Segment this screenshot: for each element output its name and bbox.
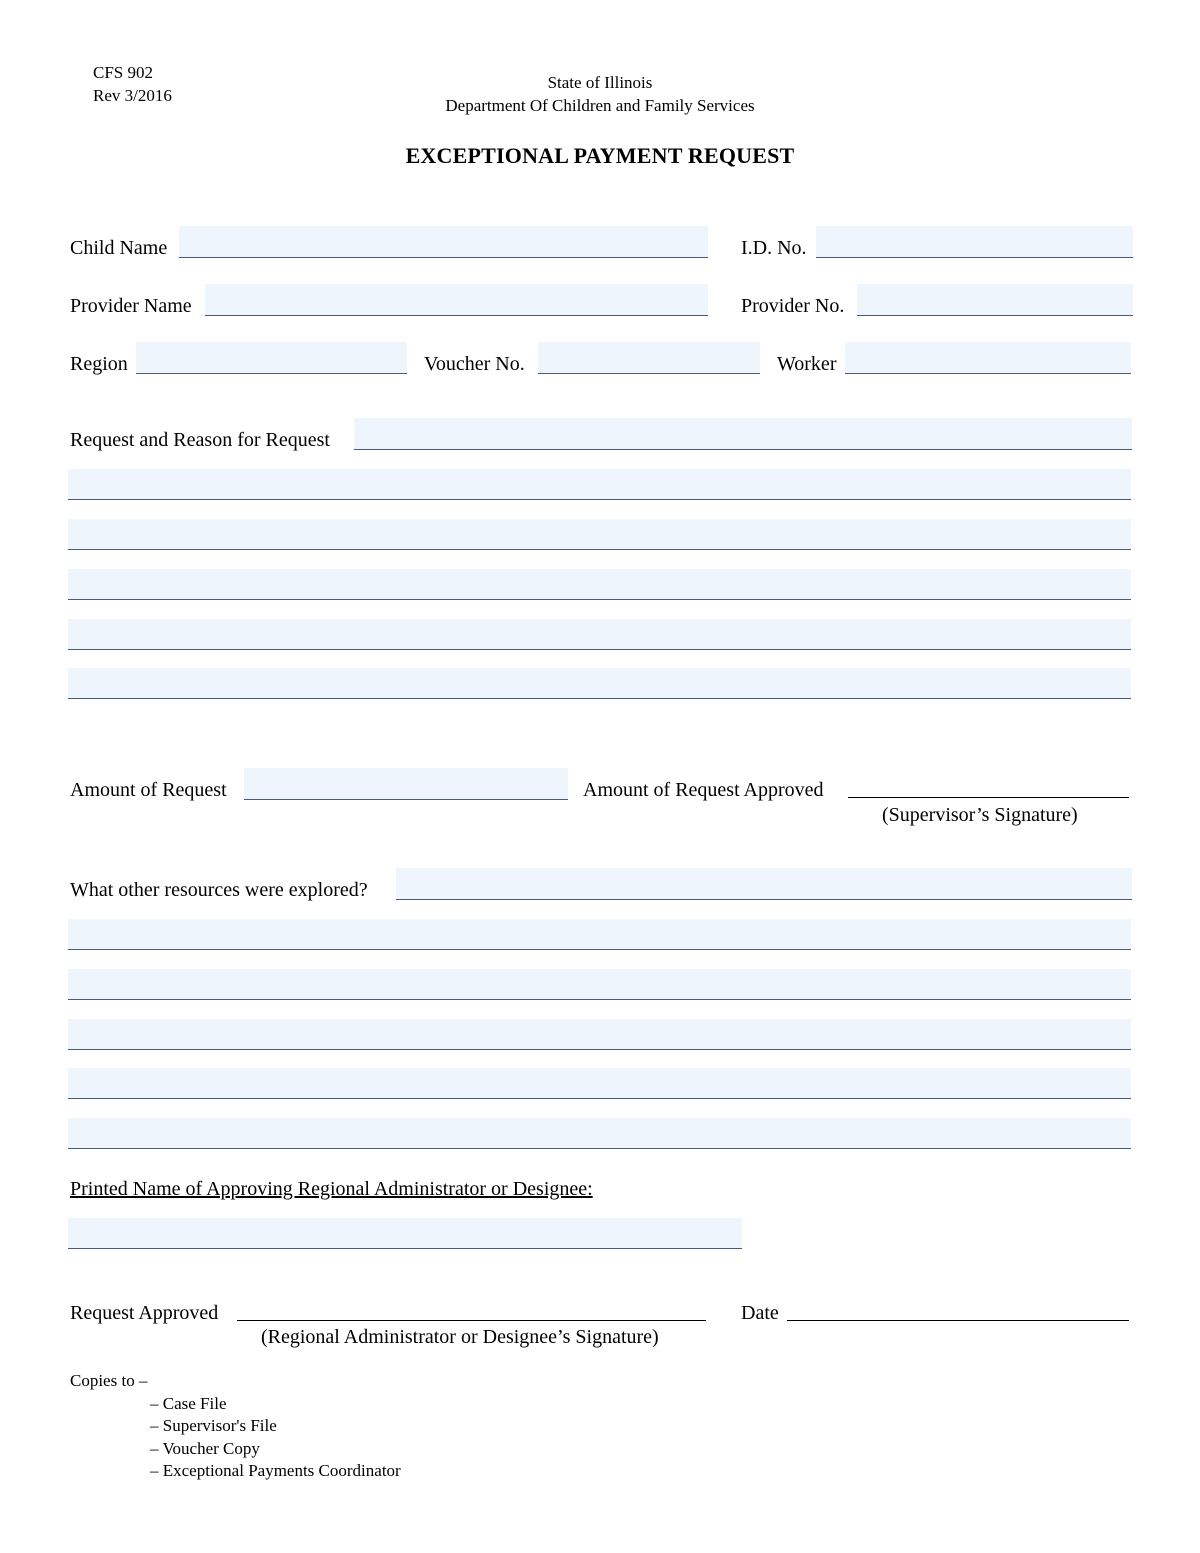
approver-printed-name-label: Printed Name of Approving Regional Administrator or Designee: xyxy=(70,1178,593,1200)
request-reason-line[interactable] xyxy=(68,519,1131,550)
id-no-label: I.D. No. xyxy=(741,237,807,259)
resources-line[interactable] xyxy=(68,1019,1131,1050)
amount-of-request-label: Amount of Request xyxy=(70,779,227,801)
provider-no-field[interactable] xyxy=(857,284,1133,316)
provider-name-field[interactable] xyxy=(205,284,708,316)
department-name: Department Of Children and Family Services xyxy=(445,96,755,115)
provider-no-label: Provider No. xyxy=(741,295,845,317)
request-reason-line[interactable] xyxy=(68,619,1131,650)
form-number: CFS 902 xyxy=(93,63,153,82)
request-reason-line[interactable] xyxy=(354,418,1132,450)
state-name: State of Illinois xyxy=(547,73,653,92)
amount-approved-label: Amount of Request Approved xyxy=(583,779,824,801)
supervisor-signature-caption: (Supervisor’s Signature) xyxy=(882,804,1078,826)
copies-list-item: – Voucher Copy xyxy=(150,1439,260,1458)
copies-heading: Copies to – xyxy=(70,1371,148,1390)
resources-line[interactable] xyxy=(68,969,1131,1000)
region-label: Region xyxy=(70,353,128,375)
request-approved-label: Request Approved xyxy=(70,1302,219,1324)
date-label: Date xyxy=(741,1302,779,1324)
copies-list-item: – Case File xyxy=(150,1394,227,1413)
resources-line[interactable] xyxy=(68,1068,1131,1099)
copies-list-item: – Supervisor's File xyxy=(150,1416,277,1435)
region-field[interactable] xyxy=(136,342,407,374)
approver-printed-name-field[interactable] xyxy=(68,1218,742,1249)
provider-name-label: Provider Name xyxy=(70,295,192,317)
copies-list-item: – Exceptional Payments Coordinator xyxy=(150,1461,401,1480)
child-name-label: Child Name xyxy=(70,237,168,259)
request-reason-line[interactable] xyxy=(68,668,1131,699)
resources-line[interactable] xyxy=(68,1118,1131,1149)
worker-field[interactable] xyxy=(845,342,1131,374)
administrator-signature-caption: (Regional Administrator or Designee’s Signature) xyxy=(261,1326,659,1348)
resources-explored-label: What other resources were explored? xyxy=(70,879,368,901)
supervisor-signature-line[interactable] xyxy=(848,797,1129,798)
child-name-field[interactable] xyxy=(179,226,708,258)
voucher-no-field[interactable] xyxy=(538,342,760,374)
date-line[interactable] xyxy=(787,1320,1129,1321)
amount-of-request-field[interactable] xyxy=(244,768,568,800)
request-reason-label: Request and Reason for Request xyxy=(70,429,330,451)
voucher-no-label: Voucher No. xyxy=(424,353,525,375)
id-no-field[interactable] xyxy=(816,226,1133,258)
resources-line[interactable] xyxy=(396,868,1132,900)
page-title: EXCEPTIONAL PAYMENT REQUEST xyxy=(405,143,795,168)
worker-label: Worker xyxy=(777,353,837,375)
resources-line[interactable] xyxy=(68,919,1131,950)
form-revision: Rev 3/2016 xyxy=(93,86,172,105)
request-reason-line[interactable] xyxy=(68,569,1131,600)
request-reason-line[interactable] xyxy=(68,469,1131,500)
administrator-signature-line[interactable] xyxy=(237,1320,706,1321)
